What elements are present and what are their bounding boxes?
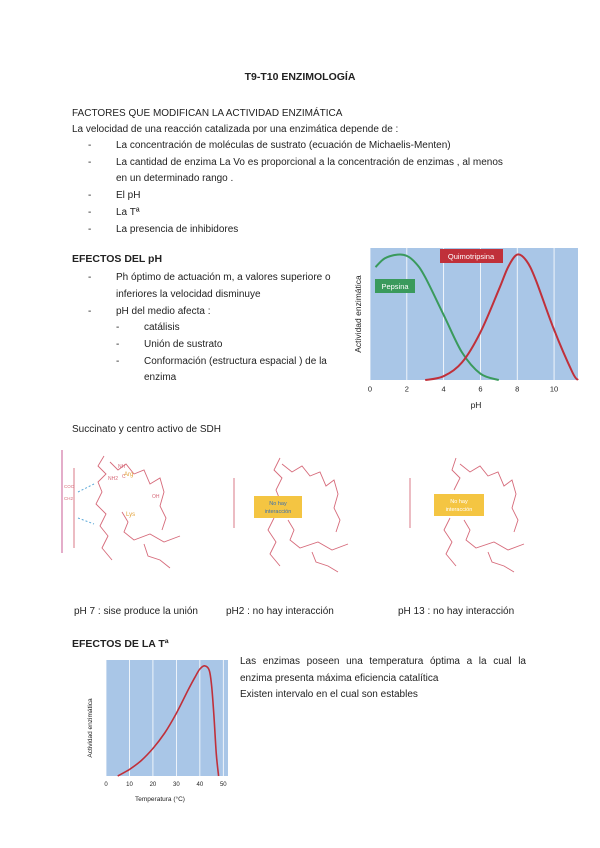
ph-chart-xlabel: pH bbox=[470, 400, 482, 410]
ph-heading: EFECTOS DEL pH bbox=[72, 253, 163, 265]
temp-heading: EFECTOS DE LA Tª bbox=[72, 638, 169, 650]
ch2-label: CH2 bbox=[64, 496, 74, 501]
list-item-text: La cantidad de enzima La Vo es proporcional a la concentración de enzimas , al menos bbox=[116, 157, 503, 168]
arg-label: Arg bbox=[124, 472, 134, 478]
ph-chart-plot-area bbox=[370, 248, 578, 380]
caption-ph7: pH 7 : sise produce la unión bbox=[74, 606, 198, 617]
list-item-text: pH del medio afecta : bbox=[116, 306, 211, 317]
list-item-text: Ph óptimo de actuación m, a valores superiore o bbox=[116, 272, 331, 283]
sdh-diagram-ph7 bbox=[52, 448, 202, 578]
temp-chart-ylabel: Actividad enzimática bbox=[87, 698, 94, 758]
pepsina-label: Pepsina bbox=[381, 282, 409, 291]
oh-label: OH bbox=[152, 494, 160, 500]
sub-list-continuation: enzima bbox=[144, 372, 177, 383]
x-tick-label: 6 bbox=[478, 384, 483, 394]
x-tick-label: 20 bbox=[149, 782, 157, 788]
sub-list-text: Unión de sustrato bbox=[144, 339, 223, 350]
caption-ph13: pH 13 : no hay interacción bbox=[398, 606, 515, 617]
sub-list-item: - Unión de sustrato bbox=[116, 339, 223, 350]
sdh-diagram-ph13 bbox=[402, 448, 552, 578]
x-tick-label: 30 bbox=[173, 782, 180, 788]
temp-chart-xlabel: Temperatura (°C) bbox=[135, 796, 185, 803]
quimotripsina-label: Quimotripsina bbox=[447, 252, 495, 261]
nh-label: NH bbox=[118, 464, 126, 470]
x-tick-label: 4 bbox=[441, 384, 446, 394]
page-title: T9-T10 ENZIMOLOGÍA bbox=[244, 71, 356, 83]
list-item: - La Tª bbox=[88, 207, 140, 218]
x-tick-label: 40 bbox=[196, 782, 204, 788]
succinate-caption: Succinato y centro activo de SDH bbox=[72, 424, 221, 435]
temp-chart bbox=[82, 656, 242, 806]
list-item-continuation: en un determinado rango . bbox=[116, 173, 234, 184]
list-item: - La presencia de inhibidores bbox=[88, 224, 239, 235]
x-tick-label: 50 bbox=[219, 782, 227, 788]
temp-text-line-1: Las enzimas poseen una temperatura óptima a la cual la bbox=[240, 656, 526, 667]
ph-chart-ylabel: Actividad enzimática bbox=[353, 275, 363, 353]
x-tick-label: 8 bbox=[515, 384, 520, 394]
caption-ph2: pH2 : no hay interacción bbox=[226, 606, 334, 617]
x-tick-label: 10 bbox=[126, 782, 133, 788]
sub-list-item: - catálisis bbox=[116, 322, 180, 333]
list-item-text: El pH bbox=[116, 190, 141, 201]
list-item: - La cantidad de enzima La Vo es proporcional a la concentración de enzimas , al menos bbox=[88, 157, 503, 168]
factors-heading: FACTORES QUE MODIFICAN LA ACTIVIDAD ENZIMÁTICA bbox=[72, 108, 343, 119]
sub-list-text: catálisis bbox=[144, 322, 180, 333]
list-item: - El pH bbox=[88, 190, 141, 201]
nh2-label: NH2 bbox=[108, 476, 119, 482]
x-tick-label: 0 bbox=[367, 384, 373, 394]
no-hay-label: No hay bbox=[269, 501, 287, 507]
temp-text-line-2: enzima presenta máxima eficiencia catalítica bbox=[240, 673, 439, 684]
ph-chart bbox=[352, 244, 592, 414]
list-item-text: La presencia de inhibidores bbox=[116, 224, 239, 235]
x-tick-label: 2 bbox=[404, 384, 409, 394]
c-label: C bbox=[122, 474, 126, 480]
x-tick-label: 10 bbox=[549, 384, 559, 394]
no-hay-label: No hay bbox=[450, 499, 468, 505]
list-item: - La concentración de moléculas de sustrato (ecuación de Michaelis-Menten) bbox=[88, 140, 451, 151]
temp-chart-plot-area bbox=[106, 660, 228, 776]
sub-list-text: Conformación (estructura espacial ) de la bbox=[144, 356, 327, 367]
lys-label: Lys bbox=[126, 512, 136, 518]
sdh-diagram-ph2 bbox=[222, 448, 372, 578]
coo-label: COO bbox=[64, 484, 75, 489]
list-item-text: La Tª bbox=[116, 207, 140, 218]
temp-text-line-3: Existen intervalo en el cual son estables bbox=[240, 689, 418, 700]
sub-list-item: - Conformación (estructura espacial ) de la bbox=[116, 356, 327, 367]
interaccion-label: interacción bbox=[445, 507, 473, 513]
list-item-text: La concentración de moléculas de sustrato (ecuación de Michaelis-Menten) bbox=[116, 140, 451, 151]
list-item: - Ph óptimo de actuación m, a valores superiore o bbox=[88, 272, 331, 283]
list-item: - pH del medio afecta : bbox=[88, 306, 211, 317]
interaccion-label: interacción bbox=[264, 509, 292, 515]
list-item-continuation: inferiores la velocidad disminuye bbox=[116, 289, 261, 300]
factors-intro: La velocidad de una reacción catalizada por una enzimática depende de : bbox=[72, 124, 399, 135]
x-tick-label: 0 bbox=[104, 782, 108, 788]
